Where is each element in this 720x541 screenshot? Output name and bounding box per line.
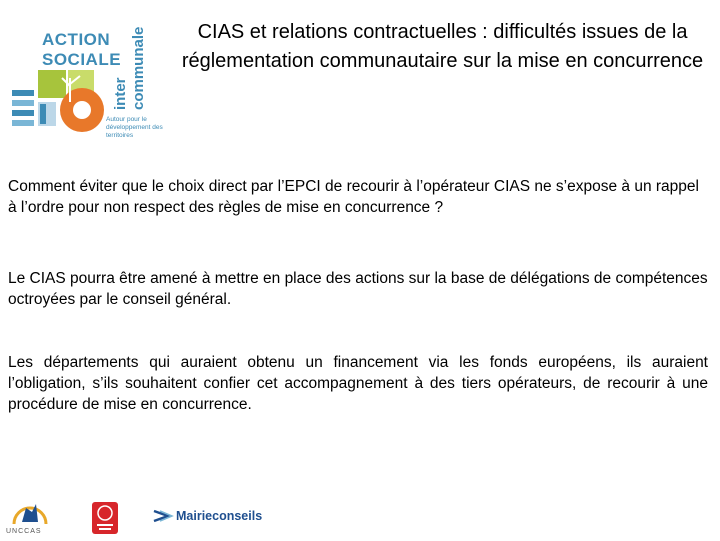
caisse-emblem-icon: [90, 500, 120, 536]
logo-word-intercommunale: inter communale: [112, 26, 147, 110]
paragraph-delegation: Le CIAS pourra être amené à mettre en place des actions sur la base de délégations de compétences octroyées par le conseil général.: [8, 270, 708, 308]
paragraph-question: Comment éviter que le choix direct par l’EPCI de recourir à l’opérateur CIAS ne s’expose à un rappel à l’ordre pour non respect des règles de mise en concurrence ?: [8, 178, 699, 216]
slide-title: CIAS et relations contractuelles : difficultés issues de la réglementation communautaire sur la mise en concurrence: [181, 21, 704, 72]
mairieconseils-logo: [152, 508, 262, 524]
logo-tagline: Autour pour le développement des territoires: [106, 116, 163, 139]
mairieconseils-label: Mairieconseils: [176, 509, 263, 523]
unccas-label: UNCCAS: [6, 528, 42, 535]
action-sociale-logo: [8, 6, 163, 146]
caisse-des-depots-logo: [90, 500, 120, 536]
logo-word-action: ACTION: [42, 30, 111, 49]
logo-word-sociale: SOCIALE: [42, 50, 122, 69]
paragraph-departements: Les départements qui auraient obtenu un financement via les fonds européens, ils auraient l’obligation, s’ils souhaitent confier cet accompagnement à des tiers opérateurs, de recourir à une procédure de mise en concurrence.: [8, 354, 708, 413]
chevron-right-icon: [152, 508, 174, 524]
unccas-emblem-icon: [8, 496, 52, 528]
